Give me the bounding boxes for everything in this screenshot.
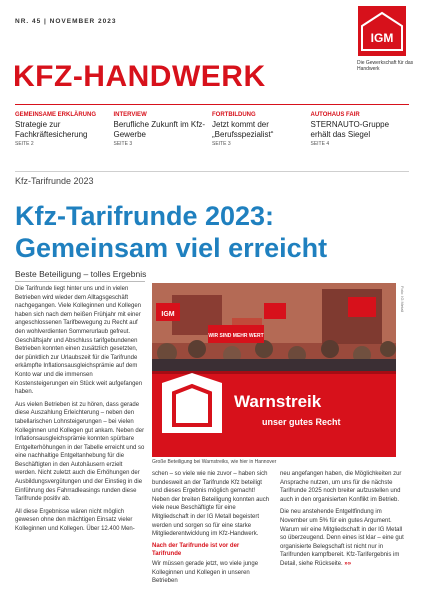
teaser-headline: Jetzt kommt der „Berufsspezialist“ [212,120,274,139]
teaser-bar [15,112,409,154]
teaser-kicker: INTERVIEW [113,112,147,118]
masthead-rule [15,104,409,105]
paragraph [280,508,408,568]
read-more-link[interactable]: »» [344,560,352,567]
masthead-title: KFZ-HANDWERK [13,60,266,93]
article-subhead: Beste Beteiligung – tolles Ergebnis [15,269,147,279]
teaser-item[interactable] [114,112,213,154]
teaser-kicker: FORTBILDUNG [212,112,256,118]
issue-line: NR. 45 | NOVEMBER 2023 [15,18,117,25]
logo-lettering: IGM [370,31,394,45]
teaser-page: SEITE 3 [212,141,231,147]
paragraph: Aus vielen Betrieben ist zu hören, dass gerade diese Auszahlung Erleichterung – neben den tabellarischen Lohnsteigerungen – bei vielen Kolleginnen und Kollegen gut ankam. Neben der Inflationsausgleichsprämie konnten spürbare Entgelterhöhungen in der Tabelle erreicht und so eine nachhaltige Entgeltanhebung für die Beschäftigten in den Autohäusern erzielt werden. Nicht zuletzt auch die Erhöhungen der Ausbildungsvergütungen und der Einstieg in die Einführung des Fahrradleasings runden diese Tarifrunde positiv ab. [15,401,145,503]
paragraph: neu angefangen haben, die Möglichkeiten zur Ansprache nutzen, um uns für die nächste Tarifrunde 2025 noch breiter aufzustellen und auch in den organisierten Konflikt im Betrieb. [280,471,402,503]
paragraph: Die Tarifrunde liegt hinter uns und in vielen Betrieben wird wieder dem Alltagsgeschäft nachgegangen. Viele Kolleginnen und Kollegen haben sich nach dem heißen Frühjahr mit einer angeschlossenen Tarifbewegung zu Recht auf den wohlverdienten Sommerurlaub gefreut. Geschäftsjahr und Abschluss tarifgebundenen Betrieben konnten einen zusätzlich gesetzten, der pünktlich zur Urlaubszeit für die Tarifrunde erkämpfte Inflationsausgleichsprämie auf dem Konto war und die immensen Kostensteigerungen ein Stück weit aufgefangen haben. [15,286,143,396]
teaser-page: SEITE 3 [113,141,133,147]
teaser-headline: Strategie zur Fachkräftesicherung [15,120,88,139]
paragraph: Wir müssen gerade jetzt, wo viele junge Kolleginnen und Kollegen in unseren Betrieben [152,560,259,585]
strike-photo [152,283,396,457]
photo-caption: Große Beteiligung bei Warnstreiks, wie hier in Hannover [152,459,277,465]
article-kicker: Kfz-Tarifrunde 2023 [15,176,94,186]
logo-caption: Die Gewerkschaft für das Handwerk [357,60,414,72]
teaser-item[interactable] [311,112,410,154]
teaser-item[interactable] [212,112,311,154]
subhead-rule [15,281,145,282]
kicker-divider [15,171,409,172]
teaser-headline: STERNAUTO-Gruppe erhält das Siegel [310,120,390,139]
paragraph-text: Die neu anstehende Entgeltfindung im November um 5% für ein gutes Argument. Warum wir eine Mitgliedschaft in der IG Metall so überzeugend. Denn eines ist klar – eine gut organisierte Belegschaft ist nicht nur in Tarifrunden kampfbereit. Kfz-Tarifergebnis im Detail, siehe Rückseite. [280,509,404,567]
teaser-page: SEITE 2 [15,141,34,147]
article-column-2 [152,470,270,589]
paragraph: schen – so viele wie nie zuvor – haben sich bundesweit an der Tarifrunde Kfz beteiligt und dieses Ergebnis möglich gemacht! Neben der breiten Beteiligung konnten auch viele neue Beschäftigte für eine Mitgliedschaft in der IG Metall begeistert werden und sorgen so für eine starke Mitgliederentwicklung im Kfz-Handwerk. [152,471,270,538]
section-heading: Nach der Tarifrunde ist vor der Tarifrunde [152,542,240,558]
teaser-headline: Berufliche Zukunft im Kfz-Gewerbe [113,120,206,139]
photo-credit: Foto: IG Metall [400,286,405,313]
article-headline: Kfz-Tarifrunde 2023: Gemeinsam viel erreicht [15,201,328,263]
sign-lettering: WIR SIND MEHR WERT [208,333,264,339]
teaser-kicker: GEMEINSAME ERKLÄRUNG [15,112,97,118]
teaser-kicker: AUTOHAUS FAIR [310,112,360,118]
article-column-1 [15,285,145,538]
banner-line-1: Warnstreik [234,392,322,411]
teaser-page: SEITE 4 [310,141,330,147]
paragraph: All diese Ergebnisse wären nicht möglich gewesen ohne den mächtigen Einsatz vieler Kolleginnen und Kollegen. Über 12.400 Men- [15,508,135,533]
article-column-3 [280,470,408,573]
teaser-item[interactable] [15,112,114,154]
igmetall-logo [358,6,406,56]
banner-line-2: unser gutes Recht [262,417,341,427]
flag-lettering: IGM [161,311,175,318]
